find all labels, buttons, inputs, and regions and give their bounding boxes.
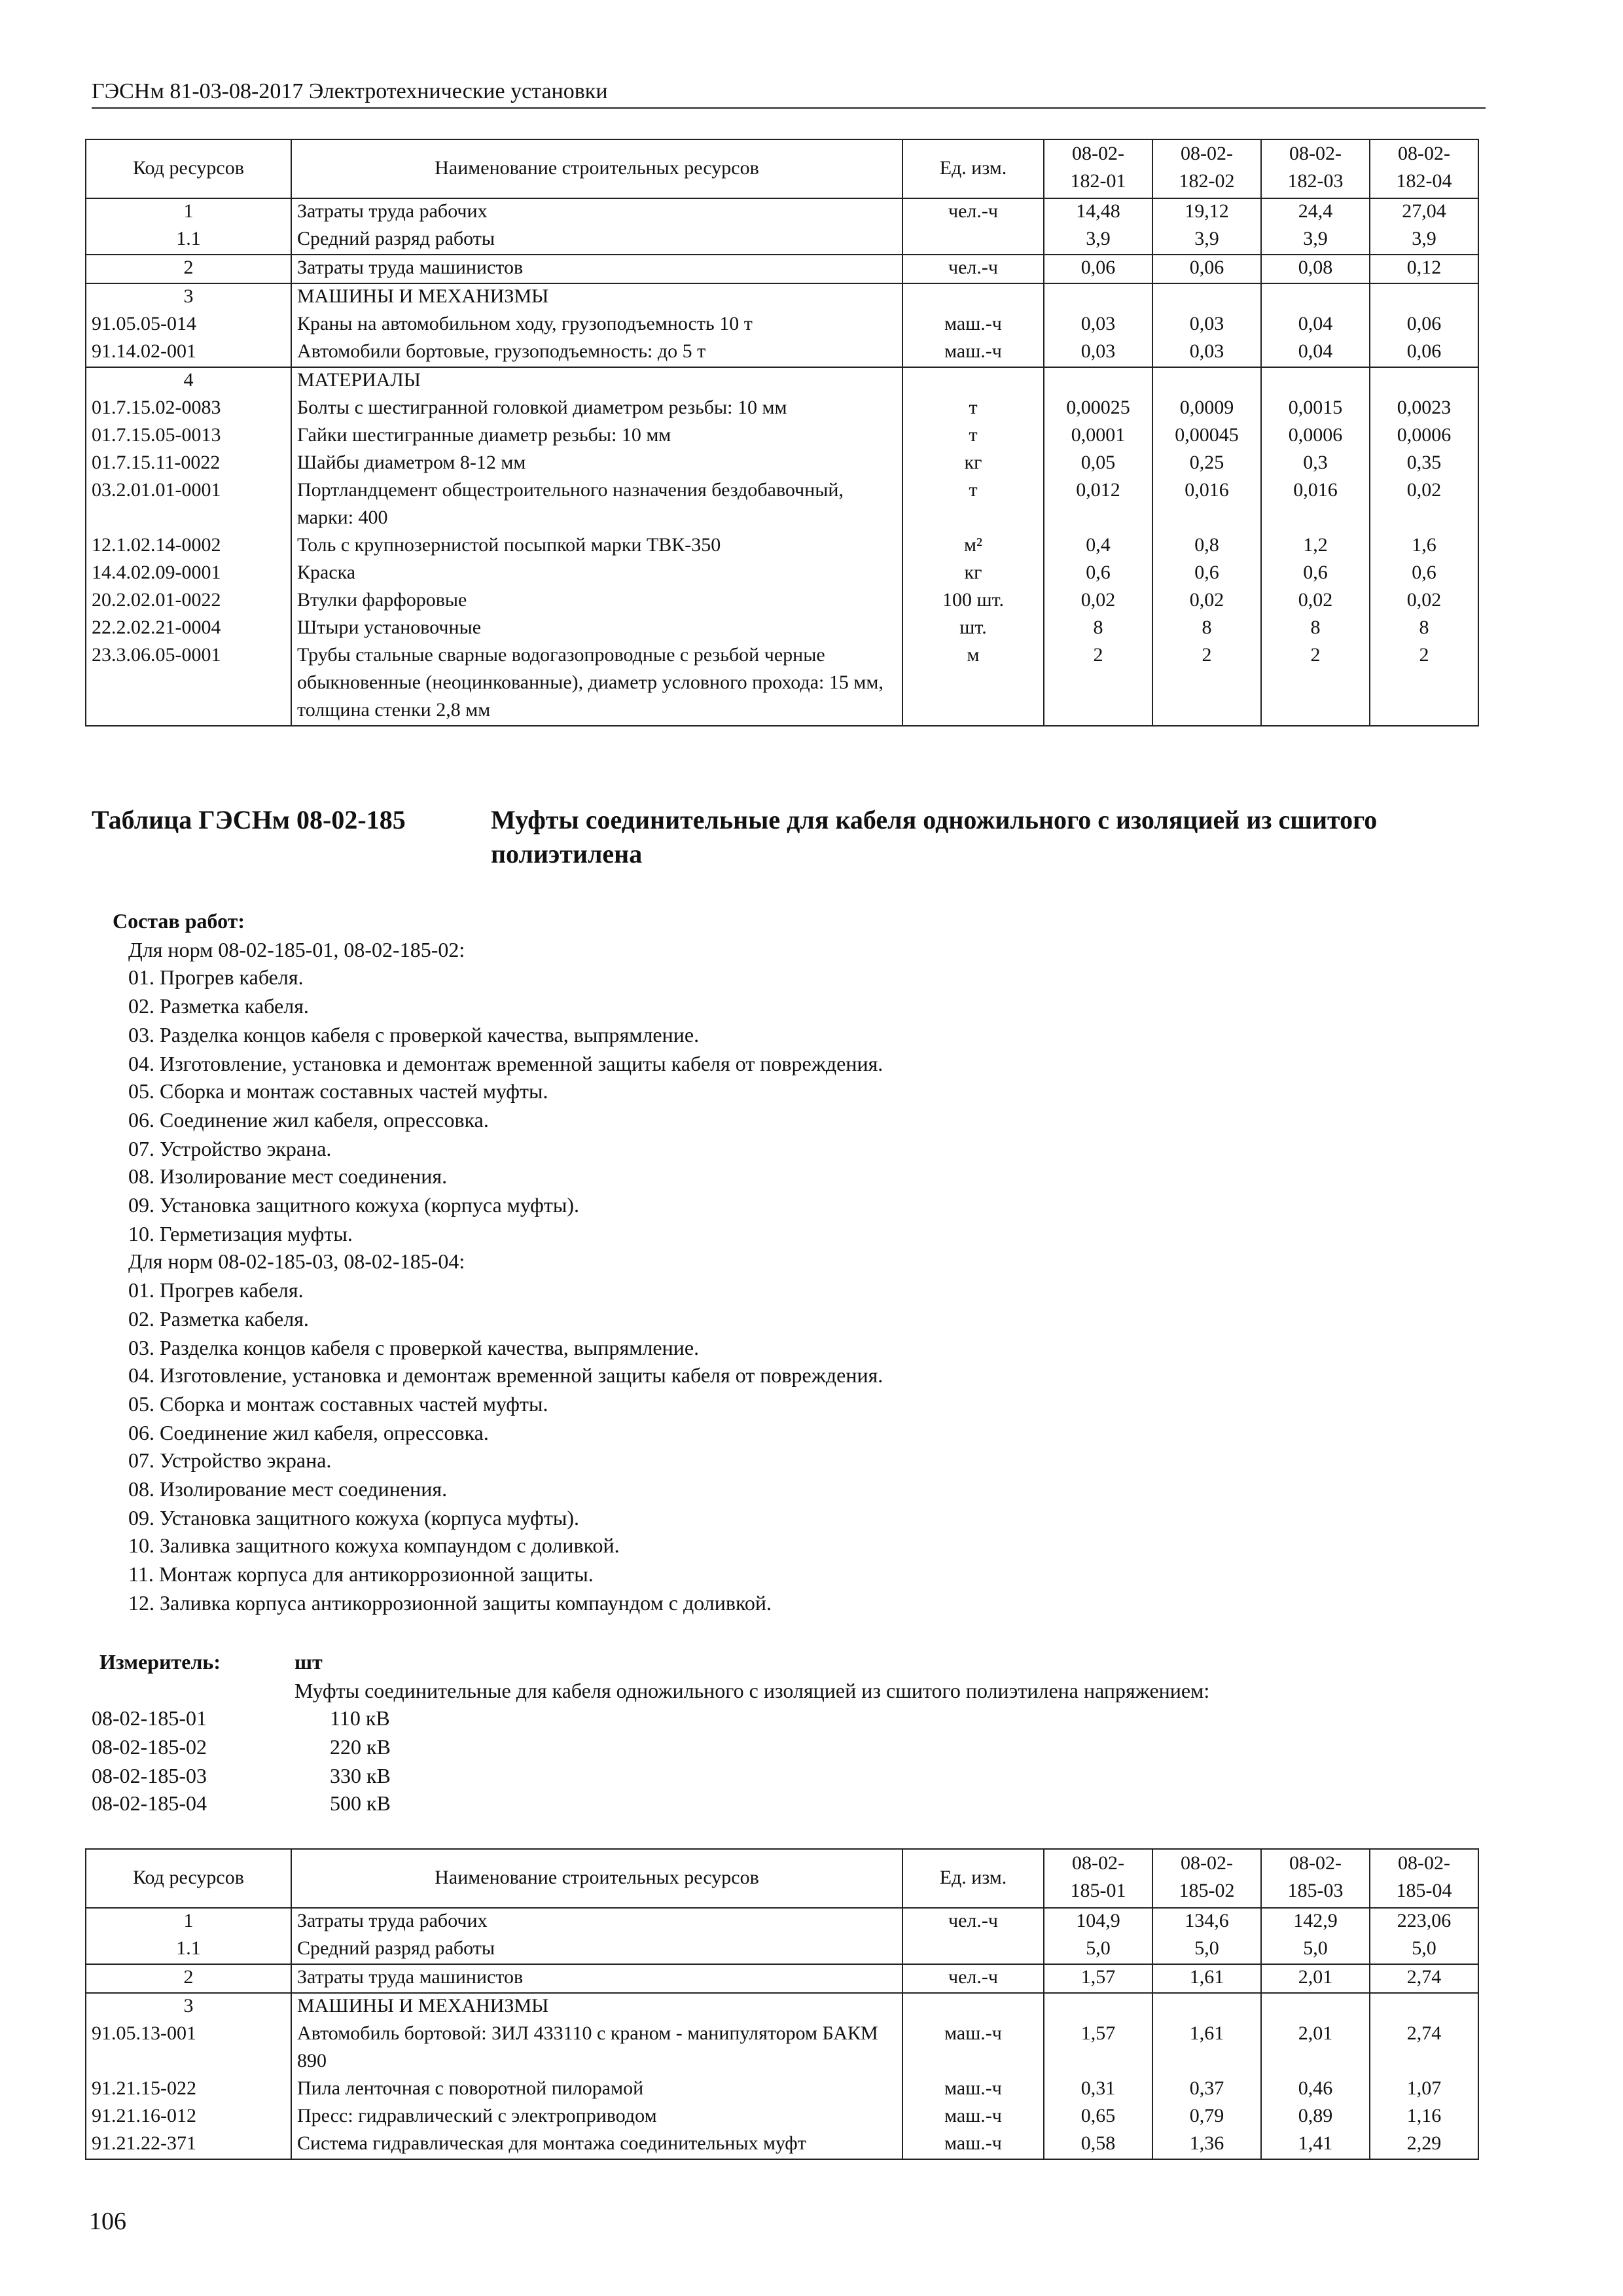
norm-value: 24,4 xyxy=(1261,198,1370,226)
table-label: Таблица ГЭСНм 08-02-185 xyxy=(92,806,406,835)
resource-name: Шайбы диаметром 8-12 мм xyxy=(291,450,902,478)
norm-value xyxy=(1152,283,1261,312)
resource-unit xyxy=(902,283,1044,312)
norm-value: 0,04 xyxy=(1261,312,1370,339)
col-header-name: Наименование строительных ресурсов xyxy=(291,139,902,198)
measurer-item xyxy=(92,1734,1531,1763)
resource-unit xyxy=(902,226,1044,255)
work-item: 05. Сборка и монтаж составных частей муфты. xyxy=(128,1081,548,1104)
table-row xyxy=(86,255,1478,283)
work-item: 02. Разметка кабеля. xyxy=(128,1308,309,1331)
resource-code: 91.05.05-014 xyxy=(86,312,291,339)
norm-value: 3,9 xyxy=(1370,226,1478,255)
resource-code: 4 xyxy=(86,367,291,395)
resource-code: 91.21.15-022 xyxy=(86,2076,291,2104)
norm-value: 2 xyxy=(1152,643,1261,726)
resource-unit: маш.-ч xyxy=(902,2131,1044,2159)
norm-code: 08-02-185-03 xyxy=(92,1765,207,1788)
table-row xyxy=(86,2131,1478,2159)
norm-value: 0,6 xyxy=(1370,560,1478,588)
norm-value: 3,9 xyxy=(1152,226,1261,255)
col-header-norm: 08-02- 182-01 xyxy=(1044,139,1152,198)
measurer-description: Муфты соединительные для кабеля одножильного с изоляцией из сшитого полиэтилена напряжением: xyxy=(294,1680,1210,1703)
resource-code: 1 xyxy=(86,1908,291,1936)
resource-name: Система гидравлическая для монтажа соединительных муфт xyxy=(291,2131,902,2159)
table-row xyxy=(86,1908,1478,1936)
work-item: 01. Прогрев кабеля. xyxy=(128,967,304,990)
resource-name: Толь с крупнозернистой посыпкой марки ТВК-350 xyxy=(291,533,902,560)
norm-value: 0,0001 xyxy=(1044,423,1152,450)
norm-value: 0,37 xyxy=(1152,2076,1261,2104)
resource-code: 03.2.01.01-0001 xyxy=(86,478,291,533)
norm-value: 0,016 xyxy=(1261,478,1370,533)
work-item: 03. Разделка концов кабеля с проверкой качества, выпрямление. xyxy=(128,1337,700,1360)
resource-unit: маш.-ч xyxy=(902,339,1044,367)
col-header-norm: 08-02- 185-02 xyxy=(1152,1849,1261,1908)
norm-value: 0,05 xyxy=(1044,450,1152,478)
norm-value: 8 xyxy=(1044,615,1152,643)
work-item: 01. Прогрев кабеля. xyxy=(128,1280,304,1303)
resource-name: Затраты труда рабочих xyxy=(291,198,902,226)
resource-unit: м xyxy=(902,643,1044,726)
category-name: МАТЕРИАЛЫ xyxy=(291,367,902,395)
norm-value: 0,03 xyxy=(1044,312,1152,339)
table-row xyxy=(86,423,1478,450)
resource-code: 91.21.16-012 xyxy=(86,2104,291,2131)
norm-value: 2,01 xyxy=(1261,2021,1370,2076)
norm-value: 0,06 xyxy=(1044,255,1152,283)
col-header-norm: 08-02- 182-02 xyxy=(1152,139,1261,198)
work-item: Для норм 08-02-185-01, 08-02-185-02: xyxy=(128,939,465,962)
norm-value: 1,61 xyxy=(1152,1964,1261,1993)
work-item: 03. Разделка концов кабеля с проверкой качества, выпрямление. xyxy=(128,1024,700,1047)
norm-value xyxy=(1044,367,1152,395)
norm-value: 2,29 xyxy=(1370,2131,1478,2159)
work-item: 05. Сборка и монтаж составных частей муфты. xyxy=(128,1393,548,1416)
resource-code: 01.7.15.02-0083 xyxy=(86,395,291,423)
resource-code: 14.4.02.09-0001 xyxy=(86,560,291,588)
resource-unit: кг xyxy=(902,450,1044,478)
norm-value: 27,04 xyxy=(1370,198,1478,226)
resource-name: Портландцемент общестроительного назначения бездобавочный, марки: 400 xyxy=(291,478,902,533)
resource-name: Штыри установочные xyxy=(291,615,902,643)
table-header-row xyxy=(86,139,1478,198)
work-item: 02. Разметка кабеля. xyxy=(128,996,309,1019)
norm-value: 0,25 xyxy=(1152,450,1261,478)
resource-unit: м² xyxy=(902,533,1044,560)
table-name: Муфты соединительные для кабеля одножильного с изоляцией из сшитого полиэтилена xyxy=(491,806,1378,869)
resource-unit: чел.-ч xyxy=(902,255,1044,283)
table-row xyxy=(86,588,1478,615)
resource-unit: кг xyxy=(902,560,1044,588)
norm-value: 0,02 xyxy=(1261,588,1370,615)
resource-code: 01.7.15.11-0022 xyxy=(86,450,291,478)
resource-name: Краны на автомобильном ходу, грузоподъемность 10 т xyxy=(291,312,902,339)
norm-value: 5,0 xyxy=(1044,1936,1152,1964)
norm-value: 8 xyxy=(1370,615,1478,643)
work-item: 12. Заливка корпуса антикоррозионной защиты компаундом с доливкой. xyxy=(128,1592,772,1615)
norm-value: 5,0 xyxy=(1370,1936,1478,1964)
work-item: 06. Соединение жил кабеля, опрессовка. xyxy=(128,1109,489,1132)
norm-value: 1,2 xyxy=(1261,533,1370,560)
table-row xyxy=(86,198,1478,226)
col-header-norm: 08-02- 185-04 xyxy=(1370,1849,1478,1908)
table-row xyxy=(86,643,1478,726)
table-row xyxy=(86,2076,1478,2104)
norm-value: 19,12 xyxy=(1152,198,1261,226)
work-item: 07. Устройство экрана. xyxy=(128,1450,332,1473)
norm-value: 0,02 xyxy=(1370,478,1478,533)
resource-code: 1 xyxy=(86,198,291,226)
norm-value: 0,3 xyxy=(1261,450,1370,478)
table-row xyxy=(86,560,1478,588)
norm-value: 0,03 xyxy=(1044,339,1152,367)
resource-unit: чел.-ч xyxy=(902,198,1044,226)
resource-code: 1.1 xyxy=(86,226,291,255)
norm-value: 223,06 xyxy=(1370,1908,1478,1936)
norm-value: 0,02 xyxy=(1044,588,1152,615)
voltage-value: 220 кВ xyxy=(330,1737,391,1760)
resources-table-182 xyxy=(85,139,1479,726)
norm-value xyxy=(1261,367,1370,395)
norm-value: 3,9 xyxy=(1044,226,1152,255)
norm-value: 0,31 xyxy=(1044,2076,1152,2104)
norm-value: 0,00025 xyxy=(1044,395,1152,423)
norm-value: 0,012 xyxy=(1044,478,1152,533)
work-item: 08. Изолирование мест соединения. xyxy=(128,1166,448,1189)
norm-value: 0,0023 xyxy=(1370,395,1478,423)
table-row xyxy=(86,395,1478,423)
work-item: 11. Монтаж корпуса для антикоррозионной защиты. xyxy=(128,1564,594,1587)
norm-value: 1,16 xyxy=(1370,2104,1478,2131)
col-header-norm: 08-02- 182-04 xyxy=(1370,139,1478,198)
norm-value: 14,48 xyxy=(1044,198,1152,226)
work-item: 09. Установка защитного кожуха (корпуса муфты). xyxy=(128,1195,579,1218)
resource-name: Гайки шестигранные диаметр резьбы: 10 мм xyxy=(291,423,902,450)
norm-value: 5,0 xyxy=(1152,1936,1261,1964)
norm-value xyxy=(1044,283,1152,312)
norm-value xyxy=(1370,367,1478,395)
norm-value: 2,74 xyxy=(1370,2021,1478,2076)
norm-value: 0,65 xyxy=(1044,2104,1152,2131)
norm-value: 1,57 xyxy=(1044,2021,1152,2076)
resource-unit: шт. xyxy=(902,615,1044,643)
norm-value: 1,6 xyxy=(1370,533,1478,560)
norm-value xyxy=(1370,283,1478,312)
resource-code: 22.2.02.21-0004 xyxy=(86,615,291,643)
work-item: 04. Изготовление, установка и демонтаж временной защиты кабеля от повреждения. xyxy=(128,1053,883,1076)
norm-value: 1,41 xyxy=(1261,2131,1370,2159)
table-header-row xyxy=(86,1849,1478,1908)
norm-value: 0,0006 xyxy=(1261,423,1370,450)
table-row xyxy=(86,615,1478,643)
table-row xyxy=(86,312,1478,339)
table-row xyxy=(86,283,1478,312)
norm-value: 8 xyxy=(1261,615,1370,643)
norm-code: 08-02-185-01 xyxy=(92,1708,207,1731)
work-item: 10. Заливка защитного кожуха компаундом с доливкой. xyxy=(128,1535,620,1558)
resource-unit xyxy=(902,1993,1044,2021)
resource-name: Втулки фарфоровые xyxy=(291,588,902,615)
norm-value: 2 xyxy=(1261,643,1370,726)
norm-value: 0,08 xyxy=(1261,255,1370,283)
norm-value: 0,0015 xyxy=(1261,395,1370,423)
norm-value xyxy=(1044,1993,1152,2021)
resource-name: Краска xyxy=(291,560,902,588)
work-heading: Состав работ: xyxy=(113,911,245,933)
norm-value: 1,57 xyxy=(1044,1964,1152,1993)
resource-code: 01.7.15.05-0013 xyxy=(86,423,291,450)
norm-value: 2,01 xyxy=(1261,1964,1370,1993)
resource-code: 91.21.22-371 xyxy=(86,2131,291,2159)
measurer-item xyxy=(92,1763,1531,1791)
norm-value: 0,06 xyxy=(1370,312,1478,339)
resource-name: Затраты труда машинистов xyxy=(291,255,902,283)
resource-code: 3 xyxy=(86,283,291,312)
measurer-label: Измеритель: xyxy=(99,1652,221,1674)
norm-value: 0,03 xyxy=(1152,312,1261,339)
resource-name: Трубы стальные сварные водогазопроводные с резьбой черные обыкновенные (неоцинкованные), диаметр условного прохода: 15 мм, толщина стенки 2,8 мм xyxy=(291,643,902,726)
norm-value: 0,016 xyxy=(1152,478,1261,533)
resource-unit: маш.-ч xyxy=(902,312,1044,339)
voltage-value: 500 кВ xyxy=(330,1793,391,1816)
resource-name: Пила ленточная с поворотной пилорамой xyxy=(291,2076,902,2104)
category-name: МАШИНЫ И МЕХАНИЗМЫ xyxy=(291,283,902,312)
resource-code: 12.1.02.14-0002 xyxy=(86,533,291,560)
norm-code: 08-02-185-04 xyxy=(92,1793,207,1816)
norm-value: 0,06 xyxy=(1152,255,1261,283)
resource-unit xyxy=(902,1936,1044,1964)
page-number: 106 xyxy=(89,2208,126,2236)
norm-value: 0,0006 xyxy=(1370,423,1478,450)
norm-value: 0,6 xyxy=(1261,560,1370,588)
norm-value: 0,79 xyxy=(1152,2104,1261,2131)
norm-value: 2 xyxy=(1044,643,1152,726)
work-item: 10. Герметизация муфты. xyxy=(128,1223,353,1246)
table-row xyxy=(86,478,1478,533)
norm-value: 0,58 xyxy=(1044,2131,1152,2159)
resource-unit: чел.-ч xyxy=(902,1908,1044,1936)
norm-value: 142,9 xyxy=(1261,1908,1370,1936)
norm-value: 0,4 xyxy=(1044,533,1152,560)
norm-value: 2,74 xyxy=(1370,1964,1478,1993)
table-row xyxy=(86,339,1478,367)
work-composition xyxy=(110,908,883,1619)
resource-code: 1.1 xyxy=(86,1936,291,1964)
table-row xyxy=(86,226,1478,255)
norm-value xyxy=(1261,283,1370,312)
resource-code: 2 xyxy=(86,1964,291,1993)
norm-value: 0,12 xyxy=(1370,255,1478,283)
resource-unit: маш.-ч xyxy=(902,2076,1044,2104)
measurer-block xyxy=(92,1649,1531,1820)
col-header-norm: 08-02- 185-03 xyxy=(1261,1849,1370,1908)
resource-unit xyxy=(902,367,1044,395)
norm-value xyxy=(1261,1993,1370,2021)
norm-value: 0,0009 xyxy=(1152,395,1261,423)
measurer-item xyxy=(92,1791,1531,1820)
measurer-item xyxy=(92,1706,1531,1734)
norm-value: 0,8 xyxy=(1152,533,1261,560)
table-row xyxy=(86,450,1478,478)
resource-code: 91.05.13-001 xyxy=(86,2021,291,2076)
norm-value xyxy=(1370,1993,1478,2021)
norm-value: 0,89 xyxy=(1261,2104,1370,2131)
norm-value: 0,02 xyxy=(1152,588,1261,615)
resource-unit: маш.-ч xyxy=(902,2021,1044,2076)
col-header-code: Код ресурсов xyxy=(86,1849,291,1908)
table-row xyxy=(86,1936,1478,1964)
document-header: ГЭСНм 81-03-08-2017 Электротехнические установки xyxy=(92,79,1486,109)
voltage-value: 110 кВ xyxy=(330,1708,390,1731)
norm-value: 8 xyxy=(1152,615,1261,643)
resource-code: 3 xyxy=(86,1993,291,2021)
table-row xyxy=(86,1964,1478,1993)
table-row xyxy=(86,367,1478,395)
norm-value: 0,06 xyxy=(1370,339,1478,367)
norm-value: 0,46 xyxy=(1261,2076,1370,2104)
work-item: Для норм 08-02-185-03, 08-02-185-04: xyxy=(128,1251,465,1274)
norm-code: 08-02-185-02 xyxy=(92,1737,207,1760)
norm-value: 3,9 xyxy=(1261,226,1370,255)
resource-code: 2 xyxy=(86,255,291,283)
resource-name: Средний разряд работы xyxy=(291,226,902,255)
norm-value: 104,9 xyxy=(1044,1908,1152,1936)
norm-value xyxy=(1152,367,1261,395)
resource-unit: 100 шт. xyxy=(902,588,1044,615)
category-name: МАШИНЫ И МЕХАНИЗМЫ xyxy=(291,1993,902,2021)
resource-unit: чел.-ч xyxy=(902,1964,1044,1993)
resource-name: Средний разряд работы xyxy=(291,1936,902,1964)
col-header-code: Код ресурсов xyxy=(86,139,291,198)
norm-value: 5,0 xyxy=(1261,1936,1370,1964)
norm-value: 0,03 xyxy=(1152,339,1261,367)
work-item: 04. Изготовление, установка и демонтаж временной защиты кабеля от повреждения. xyxy=(128,1365,883,1388)
norm-value: 2 xyxy=(1370,643,1478,726)
norm-value: 0,00045 xyxy=(1152,423,1261,450)
norm-value: 1,36 xyxy=(1152,2131,1261,2159)
work-item: 06. Соединение жил кабеля, опрессовка. xyxy=(128,1422,489,1445)
table-row xyxy=(86,1993,1478,2021)
voltage-value: 330 кВ xyxy=(330,1765,391,1788)
resource-name: Затраты труда машинистов xyxy=(291,1964,902,1993)
col-header-norm: 08-02- 185-01 xyxy=(1044,1849,1152,1908)
resource-name: Затраты труда рабочих xyxy=(291,1908,902,1936)
col-header-unit: Ед. изм. xyxy=(902,139,1044,198)
col-header-norm: 08-02- 182-03 xyxy=(1261,139,1370,198)
table-row xyxy=(86,2104,1478,2131)
resource-unit: т xyxy=(902,423,1044,450)
resource-name: Пресс: гидравлический с электроприводом xyxy=(291,2104,902,2131)
norm-value: 134,6 xyxy=(1152,1908,1261,1936)
norm-value: 0,6 xyxy=(1152,560,1261,588)
work-item: 08. Изолирование мест соединения. xyxy=(128,1479,448,1502)
norm-value: 0,35 xyxy=(1370,450,1478,478)
resource-name: Автомобили бортовые, грузоподъемность: до 5 т xyxy=(291,339,902,367)
table-row xyxy=(86,533,1478,560)
resource-code: 20.2.02.01-0022 xyxy=(86,588,291,615)
work-item: 09. Установка защитного кожуха (корпуса муфты). xyxy=(128,1507,579,1530)
resource-unit: т xyxy=(902,478,1044,533)
table-row xyxy=(86,2021,1478,2076)
resource-code: 91.14.02-001 xyxy=(86,339,291,367)
norm-value xyxy=(1152,1993,1261,2021)
resource-name: Автомобиль бортовой: ЗИЛ 433110 с краном - манипулятором БАКМ 890 xyxy=(291,2021,902,2076)
resource-unit: т xyxy=(902,395,1044,423)
col-header-unit: Ед. изм. xyxy=(902,1849,1044,1908)
resources-table-185 xyxy=(85,1848,1479,2160)
resource-code: 23.3.06.05-0001 xyxy=(86,643,291,726)
norm-value: 0,6 xyxy=(1044,560,1152,588)
col-header-name: Наименование строительных ресурсов xyxy=(291,1849,902,1908)
resource-name: Болты с шестигранной головкой диаметром резьбы: 10 мм xyxy=(291,395,902,423)
measurer-unit: шт xyxy=(294,1652,323,1674)
norm-value: 1,07 xyxy=(1370,2076,1478,2104)
resource-unit: маш.-ч xyxy=(902,2104,1044,2131)
norm-value: 0,02 xyxy=(1370,588,1478,615)
norm-value: 1,61 xyxy=(1152,2021,1261,2076)
norm-value: 0,04 xyxy=(1261,339,1370,367)
work-item: 07. Устройство экрана. xyxy=(128,1138,332,1161)
